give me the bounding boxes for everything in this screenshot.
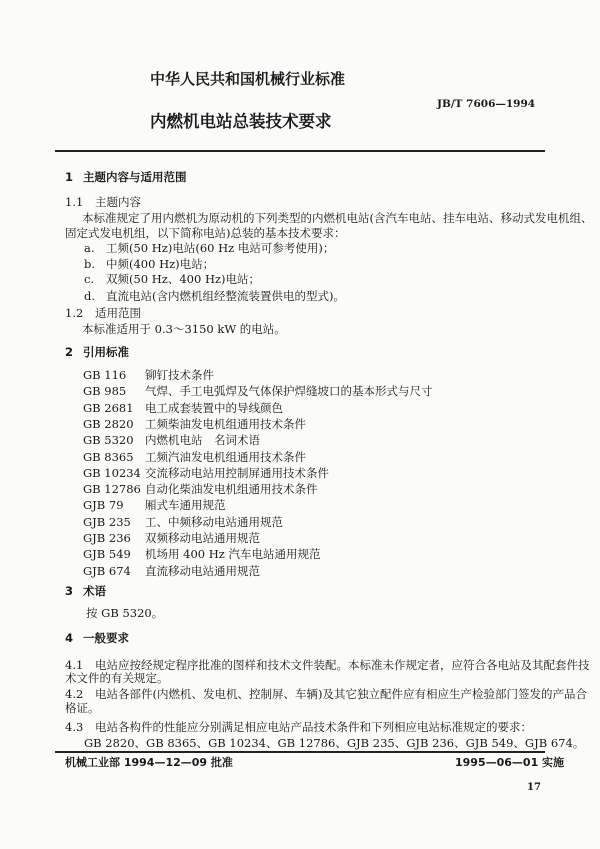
page-number: 17: [527, 782, 541, 793]
reference-row: [0, 515, 600, 529]
reference-row: [0, 417, 600, 431]
clause-4-1-cont: 术文件的有关规定。: [65, 671, 169, 685]
section-3-heading: 3 术语: [65, 584, 106, 598]
reference-row: [0, 547, 600, 561]
reference-row: [0, 384, 600, 398]
reference-row: [0, 368, 600, 382]
clause-4-3-refs: GB 2820、GB 8365、GB 10234、GB 12786、GJB 235、GJB 236、GJB 549、GJB 674。: [84, 736, 585, 750]
reference-code: GB 985: [83, 384, 127, 399]
standard-code: JB/T 7606—1994: [437, 98, 536, 110]
reference-code: GB 116: [83, 368, 127, 382]
paragraph: 本标准适用于 0.3～3150 kW 的电站。: [82, 322, 286, 336]
list-item: c. 双频(50 Hz、400 Hz)电站；: [84, 272, 261, 286]
reference-title: 双频移动电站通用规范: [145, 531, 260, 545]
reference-row: [0, 498, 600, 512]
issuer: 中华人民共和国机械行业标准: [150, 70, 346, 88]
paragraph: 按 GB 5320。: [86, 606, 164, 620]
reference-code: GB 8365: [83, 449, 134, 464]
list-item: b. 中频(400 Hz)电站；: [84, 257, 215, 271]
reference-row: [0, 564, 600, 578]
reference-code: GJB 236: [83, 531, 131, 545]
reference-title: 厢式车通用规范: [145, 498, 226, 513]
header-rule: [55, 150, 545, 152]
reference-title: 直流移动电站通用规范: [145, 563, 260, 578]
clause-4-3: 4.3 电站各构件的性能应分别满足相应电站产品技术条件和下列相应电站标准规定的要求：: [65, 720, 532, 734]
section-4-heading: 4 一般要求: [65, 631, 129, 645]
reference-row: [0, 433, 600, 447]
clause-4-1: 4.1 电站应按经规定程序批准的图样和技术文件装配。本标准未作规定者，应符合各电站及其配套件技: [65, 658, 590, 672]
reference-code: GJB 549: [83, 547, 131, 562]
reference-row: [0, 401, 600, 415]
reference-row: [0, 450, 600, 464]
section-2-heading: 2 引用标准: [65, 345, 129, 359]
list-item: d. 直流电站(含内燃机组经整流装置供电的型式)。: [84, 289, 345, 303]
paragraph-line: 固定式发电机组，以下简称电站)总装的基本技术要求：: [65, 226, 346, 240]
reference-code: GJB 674: [83, 563, 131, 578]
paragraph-line: 本标准规定了用内燃机为原动机的下列类型的内燃机电站(含汽车电站、挂车电站、移动式发电机组、: [82, 211, 593, 225]
reference-row: [0, 466, 600, 480]
reference-code: GB 10234: [83, 465, 141, 480]
reference-title: 电工成套装置中的导线颜色: [145, 400, 283, 415]
reference-code: GJB 79: [83, 498, 124, 513]
reference-title: 内燃机电站 名词术语: [145, 433, 260, 448]
clause-4-2-cont: 格证。: [65, 701, 100, 715]
reference-title: 铆钉技术条件: [145, 368, 214, 382]
footer-rule: [55, 751, 545, 753]
implementation-date: 1995—06—01 实施: [455, 756, 565, 769]
reference-code: GB 12786: [83, 482, 141, 497]
reference-title: 工频汽油发电机组通用技术条件: [145, 449, 306, 464]
reference-code: GB 5320: [83, 433, 134, 448]
reference-title: 自动化柴油发电机组通用技术条件: [145, 482, 318, 497]
reference-title: 气焊、手工电弧焊及气体保护焊缝坡口的基本形式与尺寸: [145, 384, 433, 399]
approval-date: 机械工业部 1994—12—09 批准: [65, 756, 233, 769]
reference-row: [0, 482, 600, 496]
reference-title: 机场用 400 Hz 汽车电站通用规范: [145, 547, 321, 562]
section-1-1-heading: 1.1 主题内容: [65, 195, 141, 209]
list-item: a. 工频(50 Hz)电站(60 Hz 电站可参考使用)；: [84, 241, 335, 255]
reference-code: GB 2820: [83, 416, 134, 431]
reference-title: 工、中频移动电站通用规范: [145, 514, 283, 529]
reference-code: GJB 235: [83, 514, 131, 529]
reference-row: [0, 531, 600, 545]
section-1-heading: 1 主题内容与适用范围: [65, 170, 187, 184]
clause-4-2: 4.2 电站各部件(内燃机、发电机、控制屏、车辆)及其它独立配件应有相应生产检验部门签发的产品合: [65, 687, 587, 701]
section-1-2-heading: 1.2 适用范围: [65, 306, 141, 320]
reference-title: 工频柴油发电机组通用技术条件: [145, 416, 306, 431]
reference-title: 交流移动电站用控制屏通用技术条件: [145, 465, 329, 480]
document-title: 内燃机电站总装技术要求: [150, 112, 332, 131]
reference-code: GB 2681: [83, 400, 134, 415]
